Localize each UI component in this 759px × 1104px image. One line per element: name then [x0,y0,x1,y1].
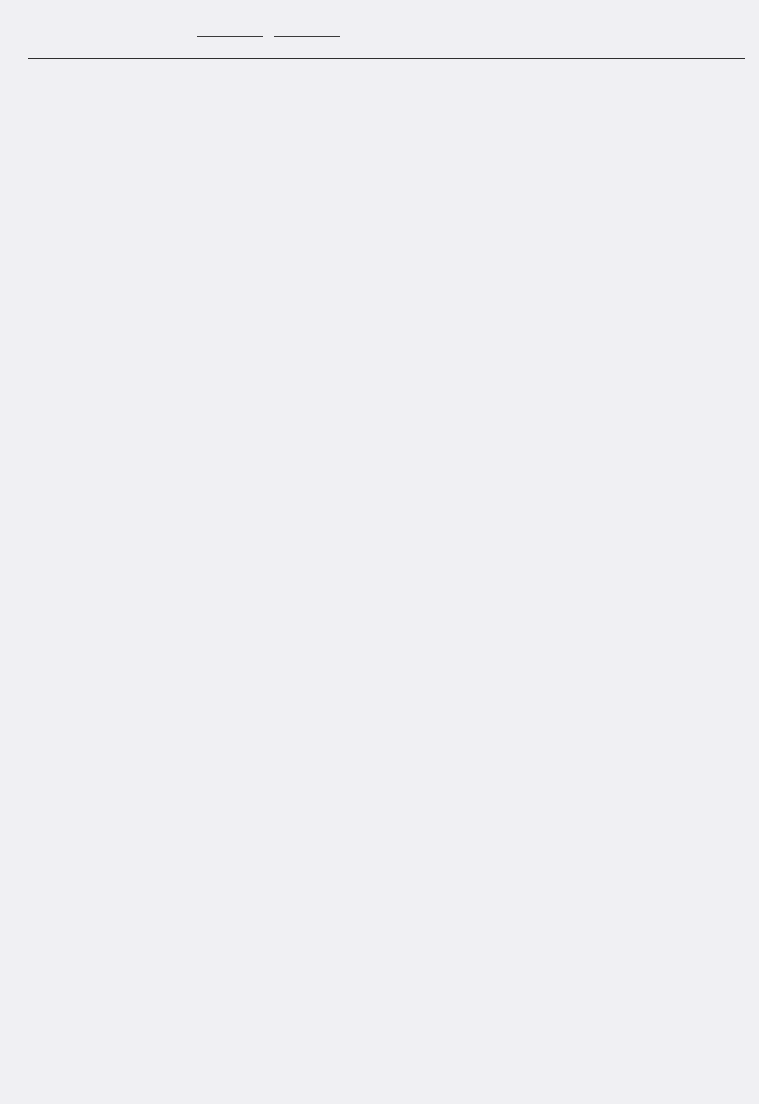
forest-panel-1 [0,0,759,222]
panel-body [28,59,745,222]
forest-panels [0,0,759,222]
figure-page [0,0,759,230]
experimental-group-line [197,36,263,37]
table-header [28,8,745,58]
control-group-line [274,36,340,37]
panel-title [28,0,745,8]
